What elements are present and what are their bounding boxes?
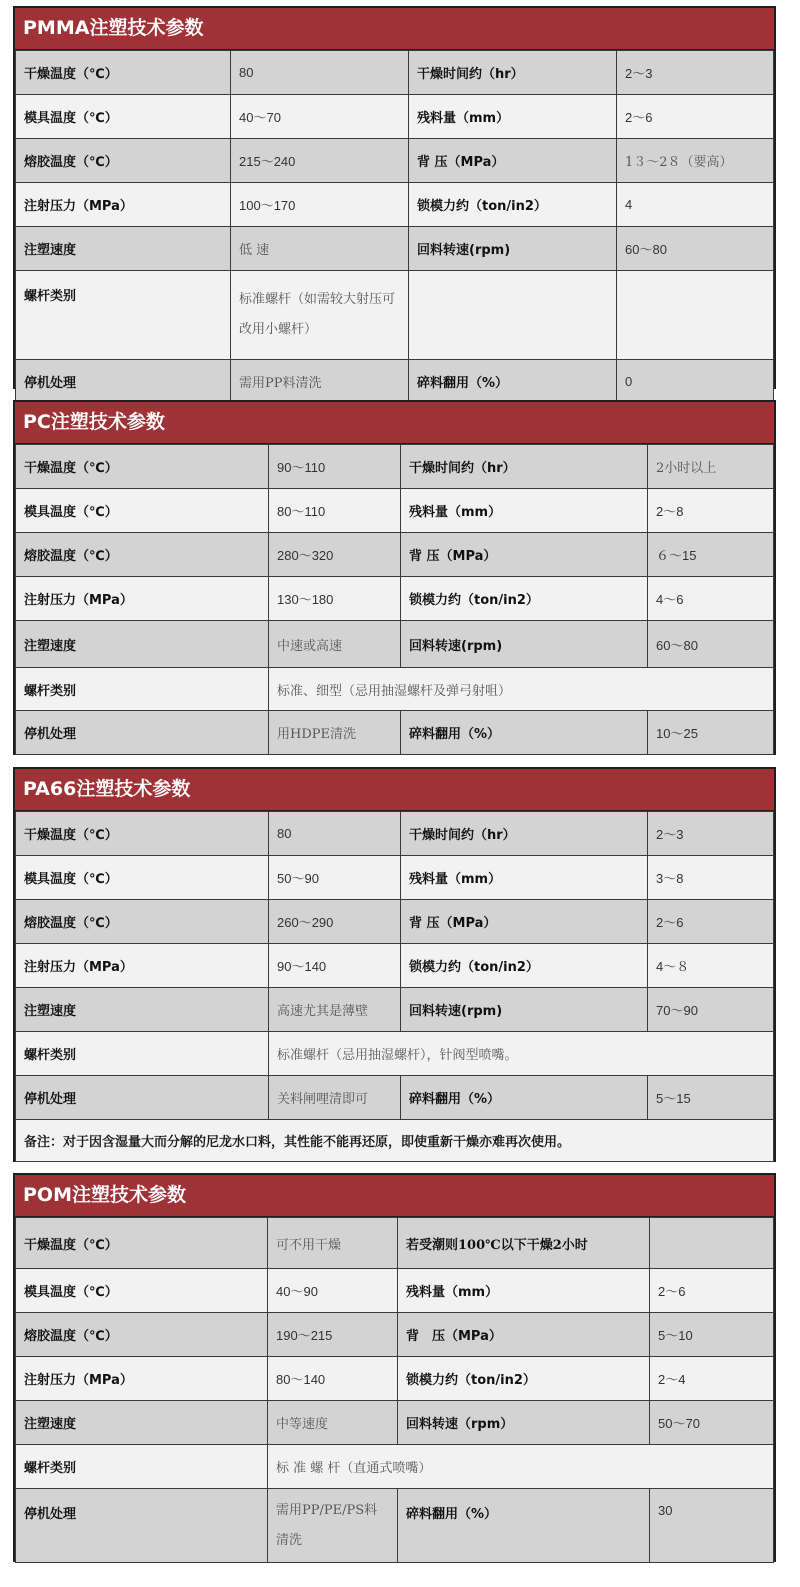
table-row (16, 988, 774, 1032)
param-value: 90～110 (269, 445, 401, 489)
table-row (16, 1269, 774, 1313)
param-label: 注塑速度 (16, 988, 269, 1032)
param-label: 螺杆类别 (16, 668, 269, 711)
pom-section (13, 1173, 776, 1562)
param-label: 注塑速度 (16, 227, 231, 271)
param-label: 锁模力约（ton/in2） (401, 944, 648, 988)
param-label: 锁模力约（ton/in2） (398, 1357, 650, 1401)
param-value: 2～4 (650, 1357, 774, 1401)
param-label: 回料转速（rpm） (398, 1401, 650, 1445)
param-value: 260～290 (269, 900, 401, 944)
table-row (16, 711, 774, 755)
param-value: 4～８ (648, 944, 774, 988)
param-label: 背 压（MPa） (401, 900, 648, 944)
param-label: 碎料翻用（%） (398, 1489, 650, 1563)
param-value: 1３～2８（要高） (617, 139, 774, 183)
param-value: 用HDPE清洗 (269, 711, 401, 755)
param-value: 高速尤其是薄壁 (269, 988, 401, 1032)
table-row (16, 1357, 774, 1401)
table-row (16, 489, 774, 533)
param-value: 需用PP料清洗 (231, 360, 409, 404)
param-value: 40～70 (231, 95, 409, 139)
pa66-table (15, 811, 774, 1162)
param-label: 碎料翻用（%） (401, 711, 648, 755)
table-row (16, 95, 774, 139)
param-value: 关料闸哩清即可 (269, 1076, 401, 1120)
param-value: 中速或高速 (269, 621, 401, 668)
param-value: 标准螺杆（忌用抽湿螺杆），针阀型喷嘴。 (269, 1032, 774, 1076)
param-label: 干燥时间约（hr） (401, 812, 648, 856)
section-title: PMMA注塑技术参数 (15, 8, 774, 50)
table-row (16, 1445, 774, 1489)
param-label: 残料量（mm） (401, 856, 648, 900)
param-label: 回料转速(rpm) (409, 227, 617, 271)
param-label: 螺杆类别 (16, 1445, 268, 1489)
param-label: 停机处理 (16, 1489, 268, 1563)
param-value (617, 271, 774, 360)
param-label: 若受潮则100℃以下干燥2小时 (398, 1218, 650, 1269)
note-text: 备注：对于因含湿量大而分解的尼龙水口料，其性能不能再还原，即使重新干燥亦难再次使用。 (16, 1120, 774, 1162)
param-label: 熔胶温度（℃） (16, 900, 269, 944)
param-label: 注塑速度 (16, 621, 269, 668)
param-value: 40～90 (268, 1269, 398, 1313)
param-label: 回料转速(rpm) (401, 621, 648, 668)
param-label: 锁模力约（ton/in2） (409, 183, 617, 227)
param-label: 停机处理 (16, 360, 231, 404)
param-label: 停机处理 (16, 1076, 269, 1120)
param-value: 280～320 (269, 533, 401, 577)
param-label: 注射压力（MPa） (16, 183, 231, 227)
pmma-table (15, 50, 774, 404)
param-label: 干燥温度（℃） (16, 445, 269, 489)
table-row (16, 51, 774, 95)
param-label: 背 压（MPa） (409, 139, 617, 183)
param-label: 螺杆类别 (16, 1032, 269, 1076)
param-label: 模具温度（℃） (16, 1269, 268, 1313)
pc-section (13, 400, 776, 755)
param-label: 干燥温度（℃） (16, 51, 231, 95)
param-label: 干燥温度（℃） (16, 1218, 268, 1269)
table-row (16, 1218, 774, 1269)
param-value: 3～8 (648, 856, 774, 900)
table-row (16, 139, 774, 183)
param-value: 190～215 (268, 1313, 398, 1357)
table-row (16, 271, 774, 360)
param-value: 2小时以上 (648, 445, 774, 489)
param-value: 可不用干燥 (268, 1218, 398, 1269)
pc-table (15, 444, 774, 755)
param-label: 熔胶温度（℃） (16, 139, 231, 183)
param-value (650, 1218, 774, 1269)
param-value: ６～15 (648, 533, 774, 577)
section-title: PC注塑技术参数 (15, 402, 774, 444)
param-value: 60～80 (617, 227, 774, 271)
table-row (16, 1076, 774, 1120)
param-value: 5～15 (648, 1076, 774, 1120)
param-label (409, 271, 617, 360)
table-row (16, 1313, 774, 1357)
table-row (16, 1401, 774, 1445)
param-value: 需用PP/PE/PS料清洗 (268, 1489, 398, 1563)
table-row (16, 668, 774, 711)
param-value: 2～3 (617, 51, 774, 95)
table-row (16, 621, 774, 668)
param-value: 90～140 (269, 944, 401, 988)
param-value: 10～25 (648, 711, 774, 755)
param-label: 模具温度（℃） (16, 95, 231, 139)
param-value: 80 (231, 51, 409, 95)
section-title: PA66注塑技术参数 (15, 769, 774, 811)
table-row (16, 1120, 774, 1162)
param-value: 80 (269, 812, 401, 856)
table-row (16, 1489, 774, 1563)
param-value: 标 准 螺 杆（直通式喷嘴） (268, 1445, 774, 1489)
param-value: 60～80 (648, 621, 774, 668)
param-value: 30 (650, 1489, 774, 1563)
table-row (16, 360, 774, 404)
param-label: 注射压力（MPa） (16, 577, 269, 621)
param-value: 2～6 (648, 900, 774, 944)
param-value: 215～240 (231, 139, 409, 183)
param-label: 模具温度（℃） (16, 489, 269, 533)
param-value: 130～180 (269, 577, 401, 621)
param-label: 干燥时间约（hr） (409, 51, 617, 95)
section-title: POM注塑技术参数 (15, 1175, 774, 1217)
param-label: 锁模力约（ton/in2） (401, 577, 648, 621)
param-label: 停机处理 (16, 711, 269, 755)
table-row (16, 227, 774, 271)
param-label: 残料量（mm） (398, 1269, 650, 1313)
param-value: 中等速度 (268, 1401, 398, 1445)
param-label: 模具温度（℃） (16, 856, 269, 900)
param-value: 2～6 (617, 95, 774, 139)
table-row (16, 183, 774, 227)
param-value: 50～70 (650, 1401, 774, 1445)
pa66-section (13, 767, 776, 1162)
param-label: 残料量（mm） (409, 95, 617, 139)
table-row (16, 445, 774, 489)
table-row (16, 812, 774, 856)
param-label: 残料量（mm） (401, 489, 648, 533)
param-label: 注射压力（MPa） (16, 1357, 268, 1401)
param-label: 背 压（MPa） (398, 1313, 650, 1357)
param-value: 低 速 (231, 227, 409, 271)
param-value: 0 (617, 360, 774, 404)
table-row (16, 944, 774, 988)
param-label: 碎料翻用（%） (409, 360, 617, 404)
param-label: 注塑速度 (16, 1401, 268, 1445)
param-value: 80～140 (268, 1357, 398, 1401)
param-label: 背 压（MPa） (401, 533, 648, 577)
param-label: 注射压力（MPa） (16, 944, 269, 988)
table-row (16, 1032, 774, 1076)
param-value: 2～8 (648, 489, 774, 533)
param-value: 标准螺杆（如需较大射压可改用小螺杆） (231, 271, 409, 360)
param-label: 干燥温度（℃） (16, 812, 269, 856)
param-value: 2～6 (650, 1269, 774, 1313)
param-label: 螺杆类别 (16, 271, 231, 360)
pmma-section (13, 6, 776, 389)
param-label: 回料转速(rpm) (401, 988, 648, 1032)
table-row (16, 577, 774, 621)
param-value: 50～90 (269, 856, 401, 900)
param-value: 100～170 (231, 183, 409, 227)
param-label: 干燥时间约（hr） (401, 445, 648, 489)
param-value: 4～6 (648, 577, 774, 621)
param-value: 2～3 (648, 812, 774, 856)
param-label: 熔胶温度（℃） (16, 533, 269, 577)
param-label: 熔胶温度（℃） (16, 1313, 268, 1357)
param-value: 5～10 (650, 1313, 774, 1357)
table-row (16, 533, 774, 577)
param-value: 4 (617, 183, 774, 227)
param-value: 70～90 (648, 988, 774, 1032)
param-value: 80～110 (269, 489, 401, 533)
param-label: 碎料翻用（%） (401, 1076, 648, 1120)
table-row (16, 856, 774, 900)
table-row (16, 900, 774, 944)
pom-table (15, 1217, 774, 1563)
param-value: 标准、细型（忌用抽湿螺杆及弹弓射咀） (269, 668, 774, 711)
